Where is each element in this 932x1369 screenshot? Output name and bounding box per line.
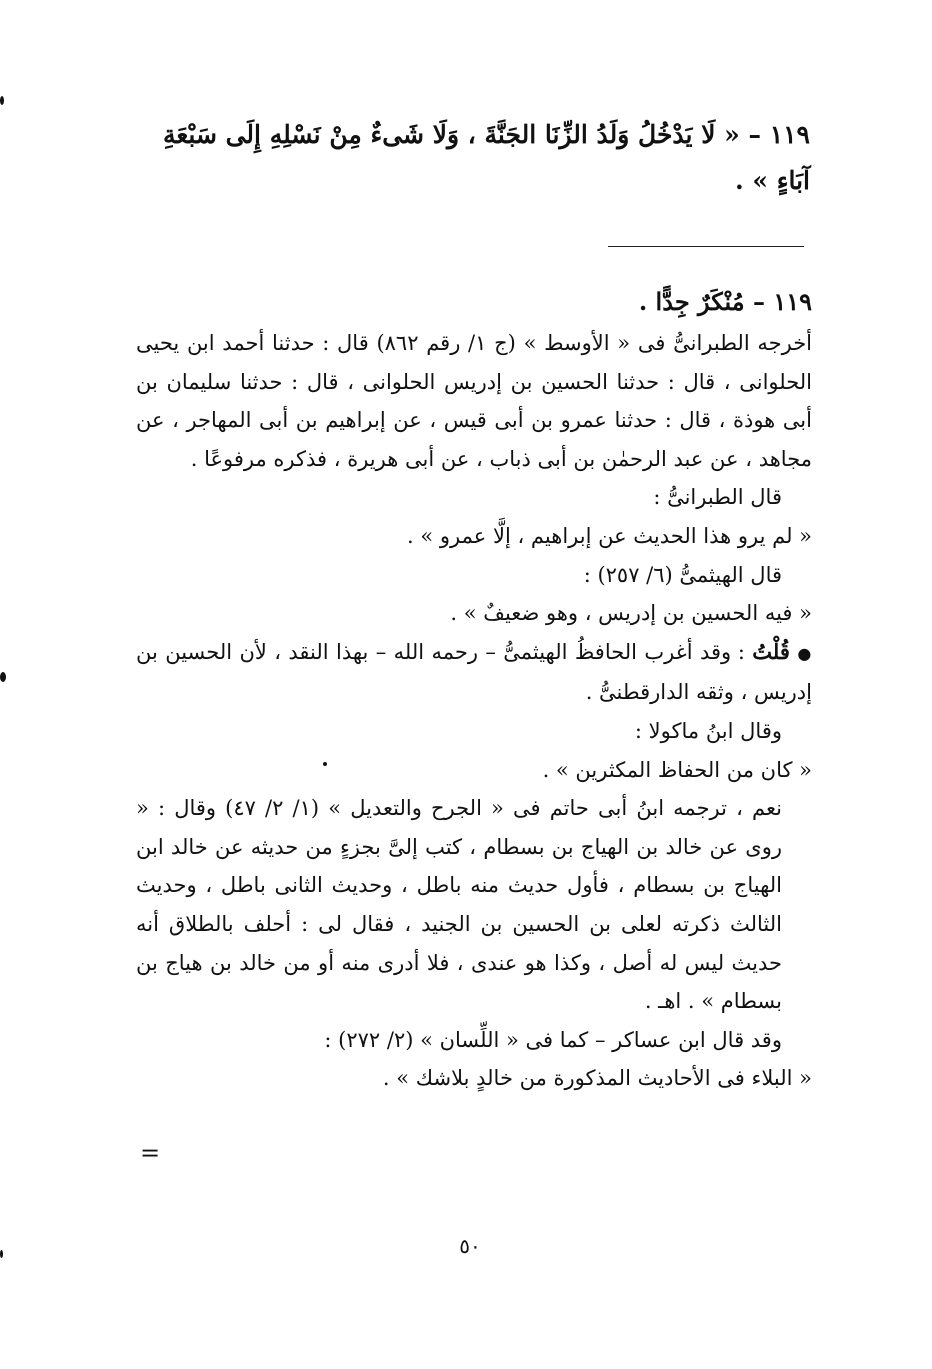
hadith-line-2: آبَاءٍ » . — [734, 166, 810, 195]
paragraph-author-note — [136, 633, 812, 712]
qult-label: قُلْتُ — [752, 638, 790, 664]
scan-speck — [0, 1250, 3, 1258]
paragraph-ibn-abi-hatim: نعم ، ترجمه ابنُ أبى حاتم فى « الجرح والتعديل » (١/ ٢/ ٤٧) وقال : « روى عن خالد بن الهياج بن بسطام ، كتب إلىَّ بجزءٍ من حديثه عن خالد ابن الهياج بن بسطام ، فأول حديث منه باطل ، وحديث الثانى باطل ، وحديث الثالث ذكرته لعلى بن الحسين بن الجنيد ، فقال لى : أحلف بالطلاق أنه حديث ليس له أصل ، وكذا هو عندى ، فلا أدرى منه أو من خالد بن هياج بن بسطام » . اهـ . — [136, 796, 782, 1014]
author-note-text: : وقد أغرب الحافظُ الهيثمىُّ – رحمه الله – بهذا النقد ، لأن الحسين بن إدريس ، وثقه الدارقطنىُّ . — [136, 639, 812, 705]
scan-speck — [323, 762, 327, 766]
quote-ibn-makula: « كان من الحفاظ المكثرين » . — [542, 757, 812, 782]
hadith-line-1: ١١٩ – « لَا يَدْخُلُ وَلَدُ الزِّنَا الجَنَّةَ ، وَلَا شَىءٌ مِنْ نَسْلِهِ إِلَى سَبْعَةِ — [162, 120, 810, 149]
page-number: ٥٠ — [459, 1234, 481, 1258]
footnote-divider — [608, 246, 804, 247]
paragraph-tabarani-says: قال الطبرانىُّ : — [653, 485, 782, 510]
scan-speck — [0, 96, 4, 105]
commentary-heading: ١١٩ – مُنْكَرٌ جِدًّا . — [638, 287, 812, 316]
bullet-icon: ● — [797, 643, 812, 663]
paragraph-ibn-asakir-says: وقد قال ابن عساكر – كما فى « اللِّسان » (٢/ ٢٧٢) : — [324, 1027, 782, 1052]
paragraph-haythami-says: قال الهيثمىُّ (٦/ ٢٥٧) : — [583, 562, 782, 587]
paragraph-takhrij: أخرجه الطبرانىُّ فى « الأوسط » (ج ١/ رقم ٨٦٢) قال : حدثنا أحمد ابن يحيى الحلوانى ، قال : حدثنا الحسين بن إدريس الحلوانى ، قال : حدثنا سليمان بن أبى هوذة ، قال : حدثنا عمرو بن أبى قيس ، عن إبراهيم بن أبى المهاجر ، عن مجاهد ، عن عبد الرحمٰن بن أبى ذباب ، عن أبى هريرة ، فذكره مرفوعًا . — [136, 331, 813, 471]
quote-ibn-asakir: « البلاء فى الأحاديث المذكورة من خالدٍ بلاشك » . — [382, 1066, 812, 1091]
continuation-mark: = — [140, 1139, 161, 1167]
paragraph-ibn-makula-says: وقال ابنُ ماكولا : — [634, 718, 782, 743]
hadith-text — [130, 112, 810, 204]
quote-haythami: « فيه الحسين بن إدريس ، وهو ضعيفٌ » . — [450, 601, 812, 626]
scan-speck — [0, 672, 6, 682]
quote-tabarani: « لم يرو هذا الحديث عن إبراهيم ، إلَّا عمرو » . — [407, 523, 812, 548]
commentary-section — [136, 280, 812, 1098]
